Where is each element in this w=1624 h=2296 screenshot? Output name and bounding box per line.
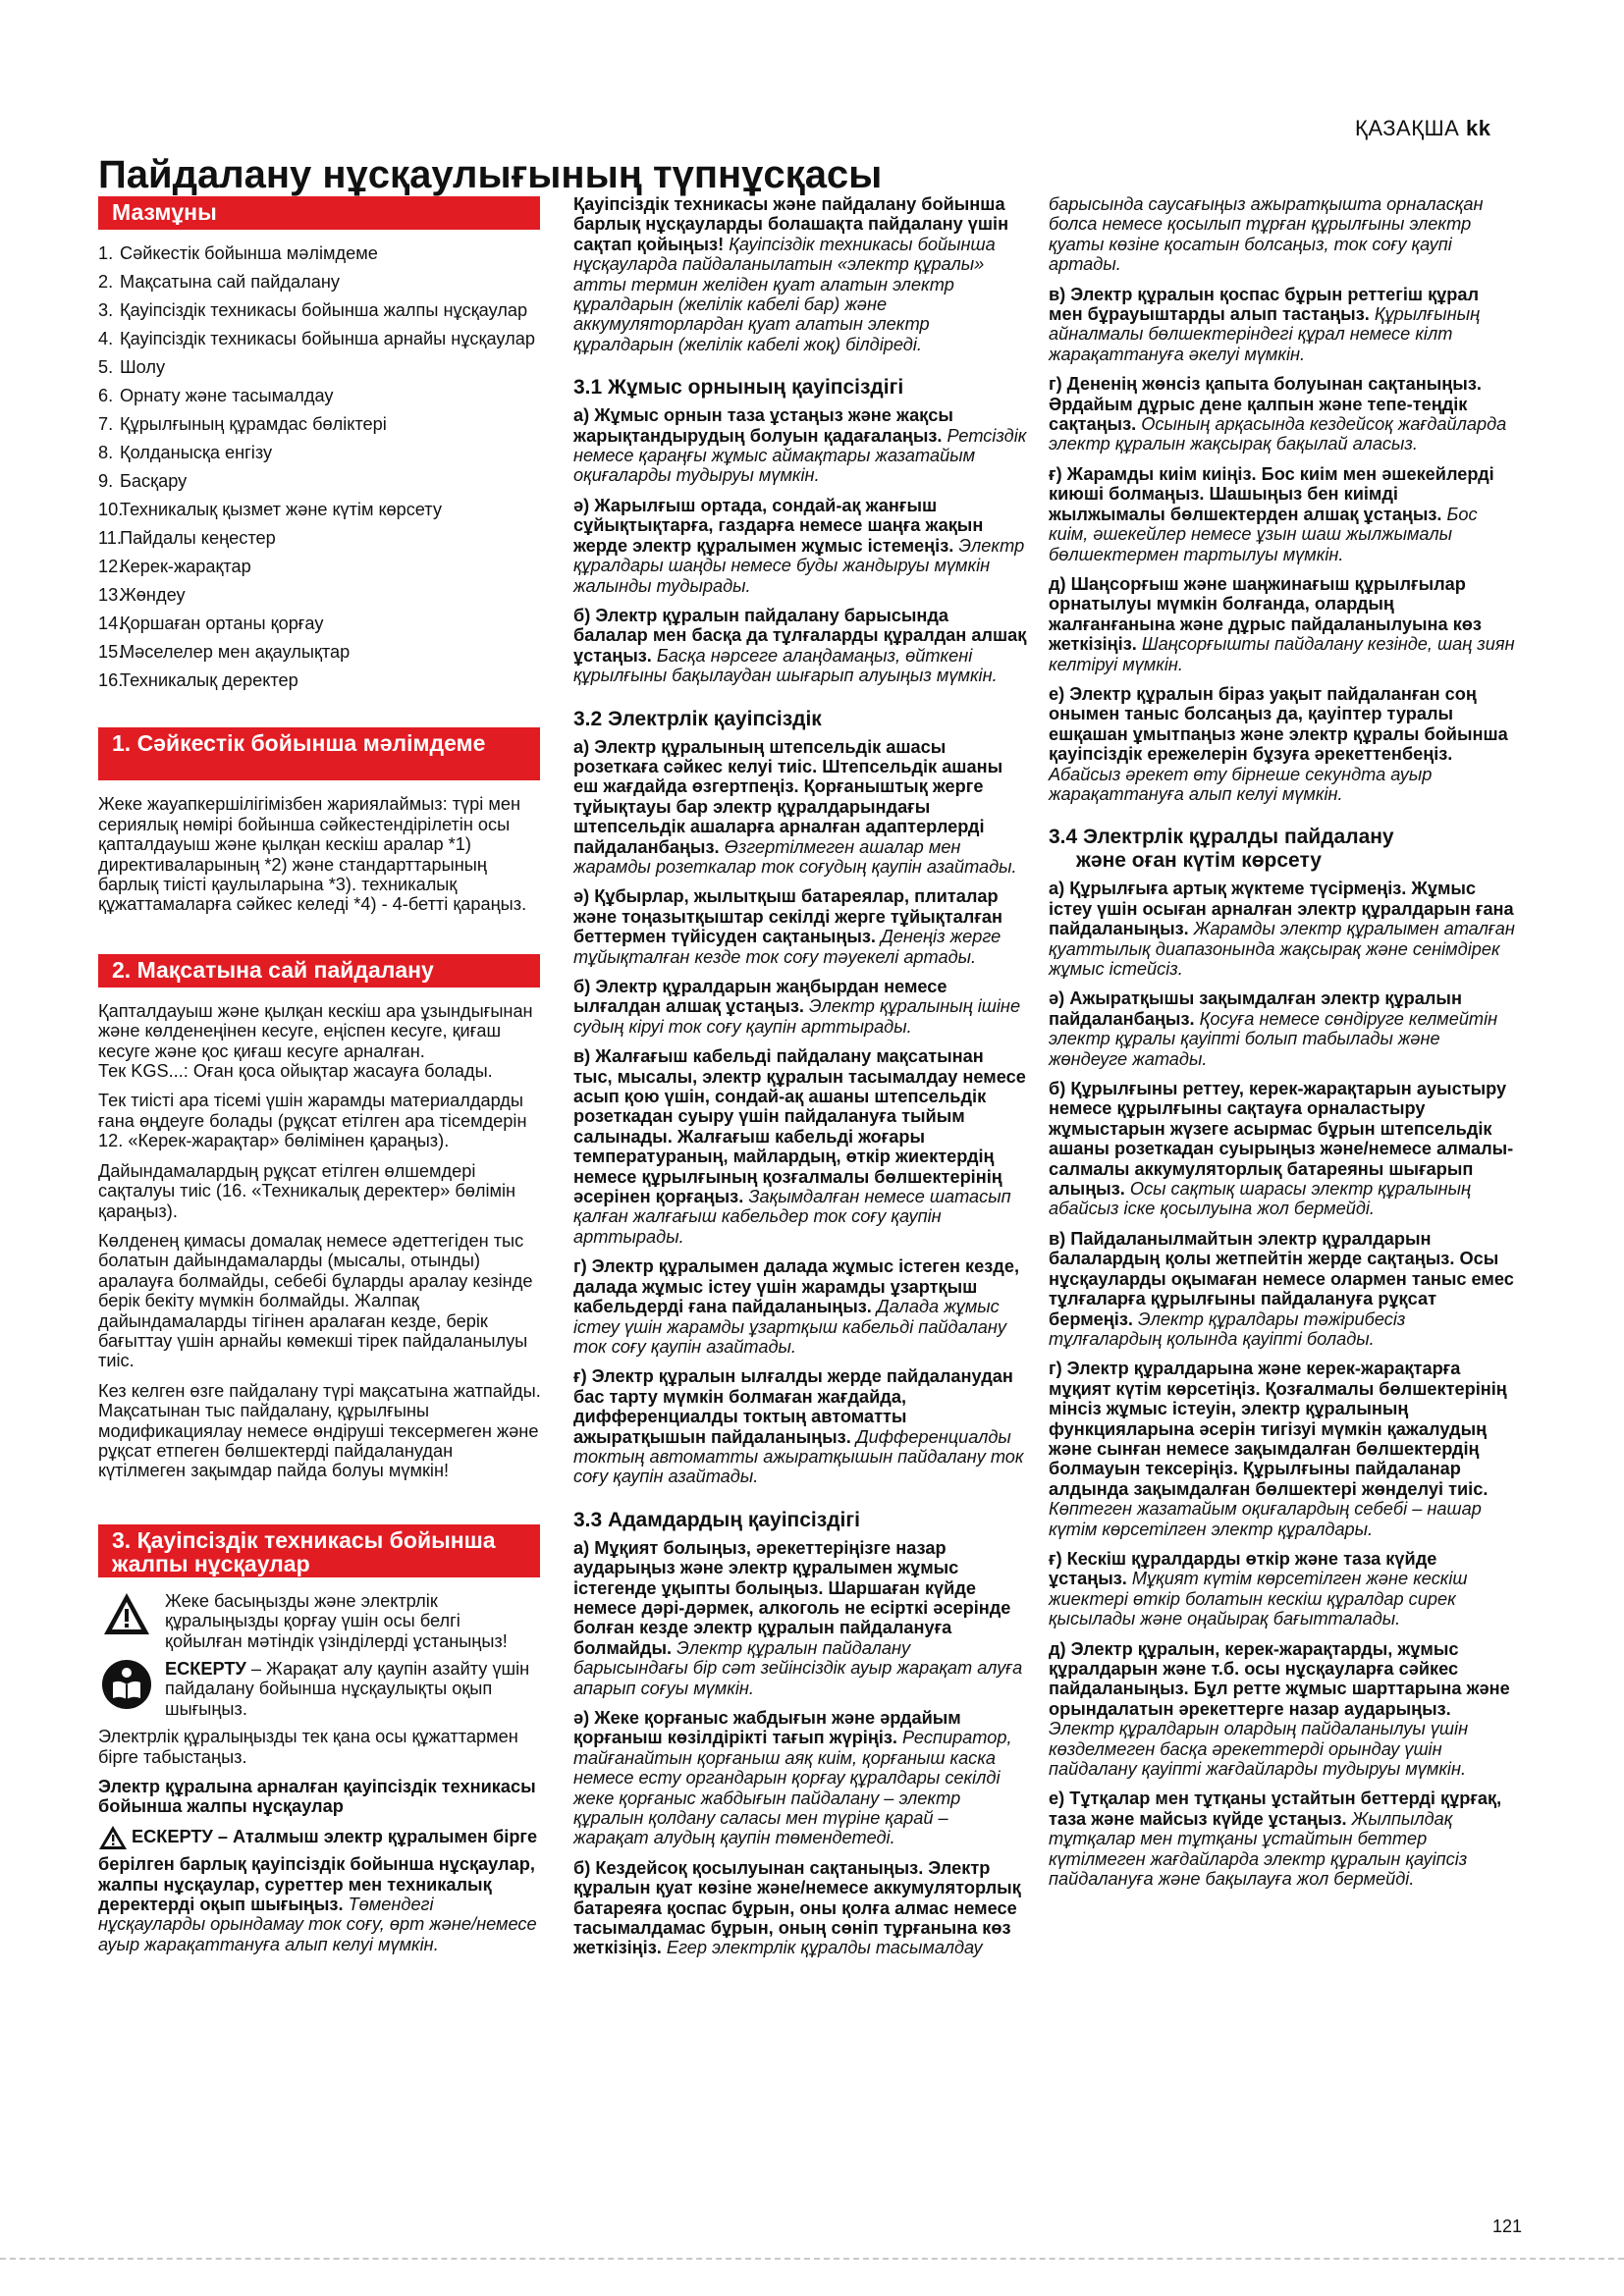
docs-note: Электрлік құралыңызды тек қана осы құжаттармен бірге табыстаңыз. [98,1727,518,1767]
safety-item [573,1858,1027,1958]
toc-item-number: 16. [98,670,124,690]
section-2-para-4: Көлденең қимасы домалақ немесе әдеттегіден тыс болатын дайындамаларды (мысалы, отынды) аралауға болмайды, себебі бұларды аралау кезінде берік бекіту мүмкін болмайды. Жалпақ дайындамаларды тігінен аралаған кезде, берік бағыттау үшін арнайы көмекші тірек пайдаланылуы тиіс. [98,1230,533,1371]
safety-item [1049,879,1516,979]
toc-item-number: 10. [98,500,124,519]
safety-item-reason: Электр құралдары шаңды немесе буды жандыруы мүмкін жалынды тудырады. [573,535,1025,596]
safety-item-reason: Зақымдалған немесе шатасып қалған жалғағыш кабельдер ток соғу қаупін арттырады. [573,1187,1011,1247]
section-2-para-3: Дайындамалардың рұқсат етілген өлшемдері сақталуы тиіс (16. «Техникалық деректер» бөлімін қараңыз). [98,1160,516,1221]
section-3-heading: 3. Қауіпсіздік техникасы бойынша жалпы нұсқаулар [98,1524,540,1577]
toc-item-number: 4. [98,329,114,348]
toc-item-text: Қолданысқа енгізу [120,443,273,462]
toc-item-number: 5. [98,357,114,377]
toc-item-number: 12. [98,557,124,576]
toc-item [98,500,542,519]
safety-item-rule: б) Электр құралын пайдалану барысында балалар мен басқа да тұлғаларды құралдан алшақ ұстаңыз. [573,605,1027,666]
safety-item-rule: а) Мұқият болыңыз, әрекеттеріңізге назар аударыңыз және электр құралымен жұмыс істегенде ұқыпты болыңыз. Шаршаған күйде немесе дәрі-дәрмек, алкоголь не есірткі әсерінде болған кезде электр құралын пайдалануға болмайды. [573,1537,1011,1658]
safety-item-reason: Жылпылдақ тұтқалар мен тұтқаны ұстайтын беттер күтілмеген жағдайларда электр құралын қауіпсіз пайдалануға және бақылауға жол бермейді. [1049,1808,1468,1890]
safety-item-rule: е) Электр құралын біраз уақыт пайдаланған соң онымен таныс болсаңыз да, қауіптер туралы ешқашан ұмытпаңыз және электр құралы бойынша қауіпсіздік ережелерін бұзуға әрекеттенбеңіз. [1049,683,1508,765]
safety-item-reason: Электр құралының ішіне судың кіруі ток соғу қаупін арттырады. [573,996,1021,1037]
safety-item-reason: Абайсыз әрекет өту бірнеше секундта ауыр жарақаттануға алып келуі мүмкін. [1049,764,1433,804]
toc-item [98,386,542,405]
safety-item-rule: ә) Ажыратқышы зақымдалған электр құралын пайдаланбаңыз. [1049,988,1462,1029]
toc-item-number: 6. [98,386,114,405]
safety-item-reason: Дифференциалды токтың автоматты ажыратқышын пайдалану ток соғу қаупін азайтады. [573,1426,1024,1487]
language-label: ҚАЗАҚША kk [1355,116,1491,140]
safety-item-rule: ә) Құбырлар, жылытқыш батареялар, плиталар және тоңазытқыштар секілді жерге тұйықталған беттермен түйісуден сақтаныңыз. [573,886,1003,947]
safety-item [1049,1789,1516,1889]
page-number: 121 [1492,2216,1523,2236]
toc-item-text: Шолу [120,357,166,377]
toc-item [98,357,542,377]
toc-list [98,243,542,690]
safety-item-rule: ғ) Жарамды киім киіңіз. Бос киім мен әшекейлерді киюші болмаңыз. Шашыңыз бен киімді жылжымалы бөлшектерден алшақ ұстаңыз. [1049,463,1494,524]
safety-item [1049,464,1516,564]
section-3-1-items [573,405,1027,685]
section-3-2-items [573,737,1027,1487]
safety-item-reason: Көптеген жазатайым оқиғалардың себебі – нашар күтім көрсетілген электр құралдары. [1049,1499,1482,1539]
safety-item [1049,1549,1516,1629]
safety-item-reason: Шаңсорғышты пайдалану кезінде, шаң зиян келтіруі мүмкін. [1049,634,1515,674]
safety-item [1049,1229,1516,1349]
safety-item-rule: ә) Жеке қорғаныс жабдығын және әрдайым қорғаныш көзілдірікті тағып жүріңіз. [573,1708,961,1748]
safety-item [573,1538,1027,1698]
safety-item-reason: Ретсіздік немесе қараңғы жұмыс аймақтары жазатайым оқиғаларды тудыруы мүмкін. [573,425,1027,486]
toc-item-text: Мәселелер мен ақаулықтар [120,642,351,662]
safety-item-reason: Басқа нәрсеге алаңдамаңыз, өйткені құрылғыны бақылаудан шығарып алуыңыз мүмкін. [573,645,998,686]
save-instructions: Қауіпсіздік техникасы және пайдалану бойынша барлық нұсқауларды болашақта пайдалану үшін сақтап қойыңыз! Қауіпсіздік техникасы бойынша нұсқауларда пайдаланылатын «электр құралы» атты термин желіден қуат алатын электр құралдарын (желілік кабелі бар) және аккумуляторлардан қуат алатын электр құралдарын (желілік кабелі жоқ) білдіреді. [573,194,1009,354]
safety-item-reason: Егер электрлік құралды тасымалдау [661,1938,983,1958]
column-middle [573,194,1027,1968]
safety-item [573,405,1027,486]
page-title: Пайдалану нұсқаулығының түпнұсқасы [98,153,883,196]
toc-item-number: 1. [98,243,114,263]
read-manual-icon [98,1659,155,1719]
toc-item-text: Қауіпсіздік техникасы бойынша арнайы нұсқаулар [120,329,535,348]
section-3-4-heading: 3.4 Электрлік құралды пайдалану және оған күтім көрсету [1049,826,1394,873]
toc-item-number: 13. [98,585,124,605]
safety-item [573,1366,1027,1486]
safety-item [1049,574,1516,674]
safety-item-rule: г) Электр құралымен далада жұмыс істеген кезде, далада жұмыс істеу үшін жарамды ұзартқыш кабельдерді ғана пайдаланыңыз. [573,1256,1020,1317]
section-2-para-1: Қапталдауыш және қылқан кескіш ара ұзындығынан және көлденеңінен кесуге, еңіспен кесуге, қиғаш кесуге және қос қиғаш кесуге арналған. Тек KGS...: Оған қоса ойықтар жасауға болады. [98,1000,533,1082]
toc-item-number: 15. [98,642,124,662]
toc-item-number: 9. [98,471,114,491]
toc-item-text: Техникалық қызмет және күтім көрсету [120,500,442,519]
safety-item-reason: Электр құралдарын олардың пайдаланылуы үшін көзделмеген басқа әрекеттерді орындау үшін пайдалану қауіпті жағдайларды тудыруы мүмкін. [1049,1719,1469,1780]
safety-item-reason: Бос киім, әшекейлер немесе ұзын шаш жылжымалы бөлшектермен тартылуы мүмкін. [1049,504,1478,564]
column-left [98,196,542,1964]
toc-item [98,272,542,292]
toc-item-number: 3. [98,300,114,320]
safety-item-reason: Электр құралдары тәжірибесіз тұлғалардың қолында қауіпті болады. [1049,1308,1406,1349]
safety-item-rule: г) Дененің жөнсіз қапыта болуынан сақтаныңыз. Әрдайым дұрыс дене қалпын және тепе-теңдік сақтаңыз. [1049,374,1482,435]
safety-item-reason: Қосуға немесе сөндіруге келмейтін электр құралы қауіпті болып табылады және жөндеуге жатады. [1049,1008,1498,1069]
safety-item-rule: а) Жұмыс орнын таза ұстаңыз және жақсы жарықтандырудың болуын қадағалаңыз. [573,405,953,446]
safety-item-reason: Өзгертілмеген ашалар мен жарамды розеткалар ток соғудың қаупін азайтады. [573,836,1017,877]
section-2-heading: 2. Мақсатына сай пайдалану [98,954,540,988]
safety-item-rule: б) Кездейсоқ қосылуынан сақтаныңыз. Электр құралын қуат көзіне және/немесе аккумуляторлық батареяға қоспас бұрын, оны қолға алмас немесе тасымалдамас бұрын, оның сөніп тұрғанына көз жеткізіңіз. [573,1857,1021,1958]
safety-item [1049,1359,1516,1539]
toc-item-text: Жөндеу [120,585,186,605]
section-3-1-heading: 3.1 Жұмыс орнының қауіпсіздігі [573,376,904,400]
safety-item-rule: г) Электр құралдарына және керек-жарақтарға мұқият күтім көрсетіңіз. Қозғалмалы бөлшектерінің мінсіз жұмыс істеуін, электр құралының функцияларына әсерін тигізуі мүмкін қажалудың және сынған немесе зақымдалған бөлшектердің болмауын тексеріңіз. Құрылғыны пайдаланар алдында зақымдалған бөлшектері жөнделуі тиіс. [1049,1359,1507,1499]
toc-item [98,585,542,605]
safety-item [1049,374,1516,454]
toc-item-text: Техникалық деректер [120,670,298,690]
section-1-text: Жеке жауапкершілігімізбен жариялаймыз: түрі мен сериялық нөмірі бойынша сәйкестендірілетін осы қапталдауыш және қылқан кескіш аралар *1) директиваларының *2) және стандарттарының барлық тиісті қаулыларына *3). техникалық құжаттамаларға сәйкес келеді *4) - 4-бетті қараңыз. [98,794,527,915]
toc-item-number: 14. [98,614,124,633]
safety-item-reason: Мұқият күтім көрсетілген және кескіш жиектері өткір болатын кескіш құралдар сирек қысылады және оңайырақ бағытталады. [1049,1569,1468,1629]
section-2-para-5: Кез келген өзге пайдалану түрі мақсатына жатпайды. Мақсатынан тыс пайдалану, құрылғыны модификациялау немесе өндіруші тексермеген және рұқсат етпеген бөлшектерді пайдаланудан күтілмеген зақымдар пайда болуы мүмкін! [98,1380,541,1481]
toc-item [98,670,542,690]
section-3-4-items [1049,879,1516,1889]
safety-item-rule: д) Шаңсорғыш және шаңжинағыш құрылғылар орнатылуы мүмкін болғанда, олардың жалғанғанына және дұрыс пайдаланылуына көз жеткізіңіз. [1049,573,1482,655]
safety-item-rule: б) Құрылғыны реттеу, керек-жарақтарын ауыстыру немесе құрылғыны сақтауға орналастыру жұмыстарын жүзеге асырмас бұрын штепсельдік ашаны розеткадан суырыңыз және/немесе алмалы-салмалы аккумуляторлық батареяны шығарып алыңыз. [1049,1079,1514,1200]
toc-heading: Мазмұны [98,196,540,230]
safety-item-reason: Жарамды электр құралымен аталған қуаттылық диапазонында жақсырақ және сенімдірек жұмыс істейсіз. [1049,919,1515,979]
safety-item-reason: Далада жұмыс істеу үшін жарамды ұзартқыш кабельді пайдалану ток соғу қаупін азайтады. [573,1297,1006,1357]
safety-item [573,1046,1027,1247]
general-warning: ЕСКЕРТУ – Аталмыш электр құралымен бірге берілген барлық қауіпсіздік бойынша нұсқаулар, жалпы нұсқаулар, суреттер мен техникалық деректерді оқып шығыңыз. Төмендегі нұсқауларды орындамау ток соғу, өрт және/немесе ауыр жарақаттануға алып келуі мүмкін. [98,1826,538,1954]
safety-item-reason: Осының арқасында кездейсоқ жағдайларда электр құралын жақсырақ бақылай аласыз. [1049,414,1507,454]
toc-item [98,614,542,633]
safety-item-rule: ғ) Кескіш құралдарды өткір және таза күйде ұстаңыз. [1049,1548,1437,1589]
safety-item-reason: Осы сақтық шарасы электр құралының абайсыз іске қосылуына жол бермейді. [1049,1179,1472,1219]
safety-item [573,496,1027,596]
section-3-2-heading: 3.2 Электрлік қауіпсіздік [573,707,822,730]
section-1-heading: 1. Сәйкестік бойынша мәлімдеме [98,727,540,780]
section-3-3-items-cont [1049,285,1516,805]
warning-triangle-icon [98,1591,155,1651]
toc-item-text: Басқару [120,471,188,491]
safety-item [573,886,1027,967]
toc-item-number: 11. [98,528,122,548]
toc-item-text: Қауіпсіздік техникасы бойынша жалпы нұсқаулар [120,300,528,320]
safety-item [1049,1079,1516,1219]
warning-symbol-row: Жеке басыңызды және электрлік құралыңызды қорғау үшін осы белгі қойылған мәтіндік үзінділерді ұстаныңыз! [98,1591,542,1651]
warning-triangle-icon [98,1825,128,1854]
safety-item-rule: б) Электр құралдарын жаңбырдан немесе ылғалдан алшақ ұстаңыз. [573,977,947,1017]
toc-item-number: 7. [98,414,114,434]
toc-item [98,528,542,548]
toc-item-number: 2. [98,272,114,292]
safety-item-reason: Респиратор, тайғанайтын қорғаныш аяқ киім, қорғаныш каска немесе есту органдарын қорғау құралдары секілді жеке қорғаныс жабдығын пайдалану – электр құралын қолдану саласы мен түріне қарай – жарақат алудың қаупін төмендетеді. [573,1728,1012,1848]
safety-item-rule: ғ) Электр құралын ылғалды жерде пайдаланудан бас тарту мүмкін болмаған жағдайда, дифференциалды токтың автоматты ажыратқышын пайдаланыңыз. [573,1366,1013,1447]
page-divider [0,2258,1624,2260]
safety-item-rule: д) Электр құралын, керек-жарақтарды, жұмыс құралдарын және т.б. осы нұсқауларға сәйкес пайдаланыңыз. Бұл ретте жұмыс шарттарына және орындалатын әрекеттерге назар аударыңыз. [1049,1638,1510,1719]
section-2-para-2: Тек тиісті ара тісемі үшін жарамды материалдарды ғана өңдеуге болады (рұқсат етілген ара тісемдерін 12. «Керек-жарақтар» бөлімінен қараңыз). [98,1091,527,1151]
safety-item-rule: а) Электр құралының штепсельдік ашасы розеткаға сәйкес келуі тиіс. Штепсельдік ашаны еш жағдайда өзгертпеңіз. Қорғаныштық жерге тұйықтауы бар электр құралдарындағы штепсельдік ашаларға арналған адаптерлерді пайдаланбаңыз. [573,736,1003,857]
toc-item-text: Қоршаған ортаны қорғау [120,614,324,633]
safety-item-rule: е) Тұтқалар мен тұтқаны ұстайтын беттерді құрғақ, таза және майсыз күйде ұстаңыз. [1049,1789,1502,1829]
column-right [1049,194,1516,1898]
safety-item [573,977,1027,1037]
safety-item [573,606,1027,686]
safety-item-reason: Құрылғының айналмалы бөлшектеріндегі құрал немесе кілт жарақаттануға әкелуі мүмкін. [1049,304,1481,364]
toc-item [98,642,542,662]
toc-item [98,557,542,576]
toc-item-number: 8. [98,443,114,462]
toc-item [98,443,542,462]
toc-item [98,300,542,320]
toc-item-text: Мақсатына сай пайдалану [120,272,340,292]
toc-item-text: Керек-жарақтар [120,557,251,576]
safety-item [573,737,1027,878]
toc-item [98,329,542,348]
safety-item [1049,1639,1516,1780]
safety-item [1049,684,1516,804]
toc-item-text: Құрылғының құрамдас бөліктері [120,414,387,434]
section-3-3-items [573,1538,1027,1958]
safety-item-rule: в) Жалғағыш кабельді пайдалану мақсатынан тыс, мысалы, электр құралын тасымалдау немесе асып қою үшін, сондай-ақ ашаны штепсельдік розеткадан суыру үшін пайдалануға тыйым салынады. Жалғағыш кабельді жоғары температураның, майлардың, өткір жиектердің немесе құрылғының қозғалмалы бөлшектерінің әсерінен қорғаңыз. [573,1046,1026,1207]
safety-item [1049,988,1516,1069]
toc-item-text: Пайдалы кеңестер [120,528,276,548]
section-3-3-heading: 3.3 Адамдардың қауіпсіздігі [573,1508,860,1531]
general-safety-heading: Электр құралына арналған қауіпсіздік техникасы бойынша жалпы нұсқаулар [98,1777,536,1817]
toc-item [98,414,542,434]
safety-item [573,1256,1027,1357]
safety-item [1049,285,1516,365]
safety-item-rule: ә) Жарылғыш ортада, сондай-ақ жанғыш сұйықтықтарға, газдарға немесе шаңға жақын жерде электр құралымен жұмыс істемеңіз. [573,495,984,556]
read-manual-row: ЕСКЕРТУ – Жарақат алу қаупін азайту үшін пайдалану бойынша нұсқаулықты оқып шығыңыз. [98,1659,542,1719]
toc-item [98,243,542,263]
toc-item-text: Сәйкестік бойынша мәлімдеме [120,243,378,263]
toc-item [98,471,542,491]
toc-item-text: Орнату және тасымалдау [120,386,334,405]
safety-item-rule: в) Пайдаланылмайтын электр құралдарын балалардың қолы жетпейтін жерде сақтаңыз. Осы нұсқауларды оқымаған немесе олармен таныс емес тұлғаларға құрылғыны пайдалануға рұқсат бермеңіз. [1049,1228,1514,1329]
safety-item-rule: а) Құрылғыға артық жүктеме түсірмеңіз. Жұмыс істеу үшін осыған арналған электр құралдарын ғана пайдаланыңыз. [1049,879,1514,939]
safety-item-reason: Денеңіз жерге тұйықталған кезде ток соғу тәуекелі артады. [573,927,1001,967]
safety-item-rule: в) Электр құралын қоспас бұрын реттегіш құрал мен бұрауыштарды алып тастаңыз. [1049,284,1480,325]
continued-text: барысында саусағыңыз ажыратқышта орналасқан болса немесе қосылып тұрған құрылғыны электр қуаты көзіне қосатын болсаңыз, ток соғу қаупі артады. [1049,194,1484,275]
safety-item-reason: Электр құралын пайдалану барысындағы бір сәт зейінсіздік ауыр жарақат алуға апарып соғуы мүмкін. [573,1637,1023,1698]
safety-item [573,1708,1027,1848]
